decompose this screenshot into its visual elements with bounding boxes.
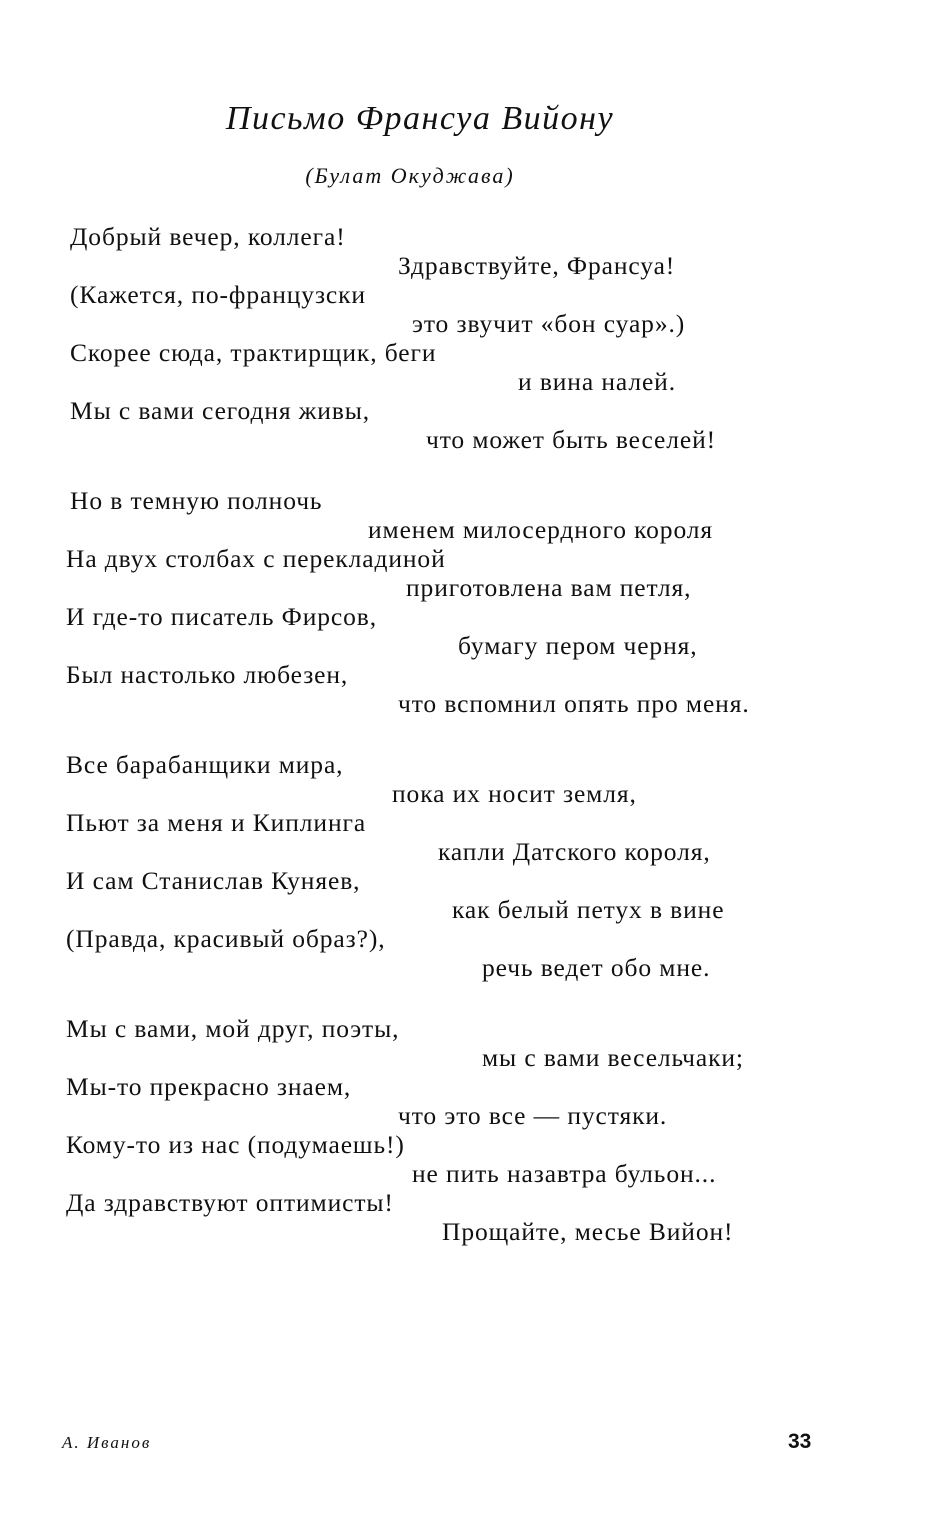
poem-body <box>66 222 866 1278</box>
poem-line: Но в темную полночь <box>70 486 323 515</box>
poem-line: Все барабанщики мира, <box>66 750 344 779</box>
poem-line: Здравствуйте, Франсуа! <box>398 251 676 280</box>
stanza-4 <box>66 1014 866 1246</box>
poem-line: что вспомнил опять про меня. <box>398 689 750 718</box>
poem-line: (Правда, красивый образ?), <box>66 924 386 953</box>
poem-line: (Кажется, по-французски <box>70 280 366 309</box>
poem-line: Добрый вечер, коллега! <box>70 222 346 251</box>
poem-line: И где-то писатель Фирсов, <box>66 602 377 631</box>
poem-line: Скорее сюда, трактирщик, беги <box>70 338 437 367</box>
poem-line: Был настолько любезен, <box>66 660 349 689</box>
poem-line: капли Датского короля, <box>438 837 711 866</box>
poem-line: что может быть веселей! <box>426 425 717 454</box>
stanza-2 <box>66 486 866 718</box>
poem-line: пока их носит земля, <box>392 779 637 808</box>
poem-line: И сам Станислав Куняев, <box>66 866 361 895</box>
poem-line: и вина налей. <box>518 367 677 396</box>
poem-line: Кому-то из нас (подумаешь!) <box>66 1130 405 1159</box>
poem-line: приготовлена вам петля, <box>406 573 692 602</box>
poem-line: не пить назавтра бульон... <box>412 1159 717 1188</box>
poem-line: На двух столбах с перекладиной <box>66 544 446 573</box>
poem-line: как белый петух в вине <box>452 895 725 924</box>
poem-line: Да здравствуют оптимисты! <box>66 1188 394 1217</box>
poem-line: Прощайте, месье Вийон! <box>442 1217 734 1246</box>
poem-line: именем милосердного короля <box>368 515 714 544</box>
poem-line: Мы-то прекрасно знаем, <box>66 1072 352 1101</box>
poem-title: Письмо Франсуа Вийону <box>225 100 615 137</box>
poem-line: речь ведет обо мне. <box>482 953 711 982</box>
poem-line: мы с вами весельчаки; <box>482 1043 744 1072</box>
page-number: 33 <box>788 1430 812 1453</box>
stanza-3 <box>66 750 866 982</box>
poem-line: Мы с вами сегодня живы, <box>70 396 371 425</box>
poem-author: (Булат Окуджава) <box>305 163 515 188</box>
poem-line: Пьют за меня и Киплинга <box>66 808 367 837</box>
poem-line: это звучит «бон суар».) <box>412 309 686 338</box>
footer-author: А. Иванов <box>62 1433 152 1452</box>
poem-line: Мы с вами, мой друг, поэты, <box>66 1014 400 1043</box>
poem-line: что это все — пустяки. <box>398 1101 668 1130</box>
stanza-1 <box>66 222 866 454</box>
poem-line: бумагу пером черня, <box>458 631 698 660</box>
